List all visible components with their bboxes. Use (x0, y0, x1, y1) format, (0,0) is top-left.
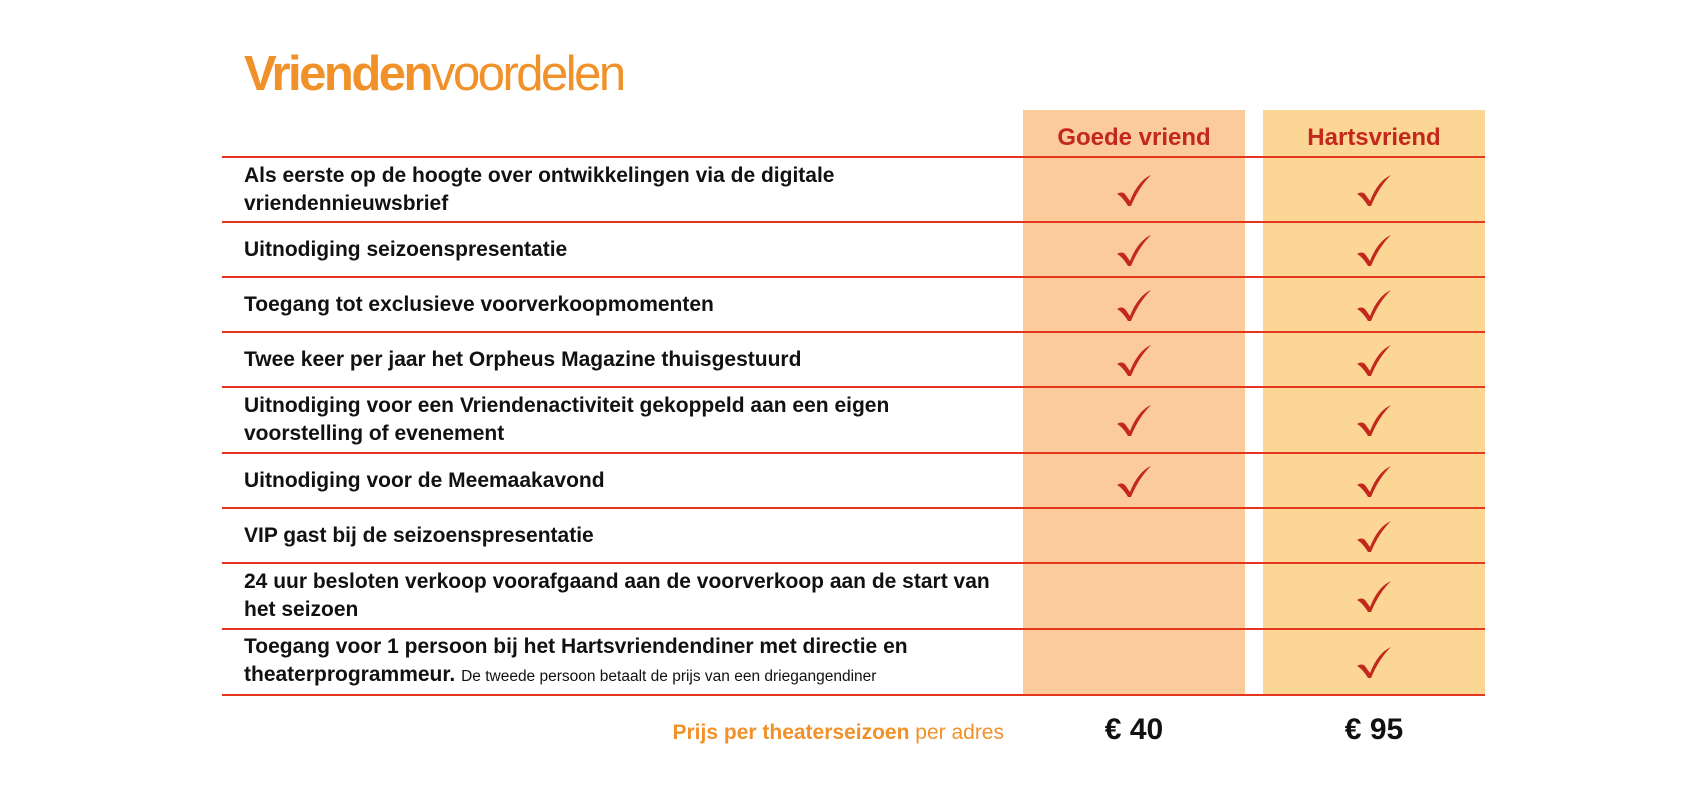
benefit-row-label (244, 278, 1004, 331)
benefit-row-label (244, 223, 1004, 276)
title-bold: Vrienden (244, 47, 431, 101)
benefit-text (244, 522, 594, 550)
row-divider (222, 694, 1485, 696)
benefit-text-main: Uitnodiging voor de Meemaakavond (244, 468, 605, 492)
hartsvriend-header: Hartsvriend (1307, 124, 1441, 151)
benefit-text-main: Toegang voor 1 persoon bij het Hartsvriendendiner met directie en theaterprogrammeur. (244, 635, 908, 686)
benefit-text-main: Als eerste op de hoogte over ontwikkelingen via de digitale vriendennieuwsbrief (244, 163, 835, 215)
check-icon (1114, 288, 1154, 322)
benefit-row-label (244, 509, 1004, 562)
check-icon (1354, 519, 1394, 553)
page-title (244, 46, 624, 102)
hartsvriend-price: € 95 (1344, 713, 1404, 746)
benefit-text (244, 291, 714, 319)
benefit-row-label (244, 333, 1004, 386)
check-icon (1114, 403, 1154, 437)
check-icon (1114, 233, 1154, 267)
benefit-text (244, 236, 567, 264)
price-label-rest: per adres (909, 721, 1004, 744)
goede-vriend-price: € 40 (1104, 713, 1164, 746)
check-icon (1354, 173, 1394, 207)
benefit-text-main: VIP gast bij de seizoenspresentatie (244, 523, 594, 547)
benefit-text-main: Twee keer per jaar het Orpheus Magazine thuisgestuurd (244, 347, 802, 371)
check-icon (1354, 579, 1394, 613)
title-light: voordelen (430, 47, 624, 101)
price-label (580, 718, 1004, 748)
benefit-row-label (244, 388, 1004, 452)
benefit-text-main: Toegang tot exclusieve voorverkoopmomenten (244, 292, 714, 316)
check-icon (1354, 233, 1394, 267)
check-icon (1114, 343, 1154, 377)
benefit-text-main: Uitnodiging voor een Vriendenactiviteit gekoppeld aan een eigen voorstelling of evenement (244, 394, 890, 445)
benefit-text-main: 24 uur besloten verkoop voorafgaand aan de voorverkoop aan de start van het seizoen (244, 570, 990, 621)
benefit-text-main: Uitnodiging seizoenspresentatie (244, 237, 568, 261)
check-icon (1114, 464, 1154, 498)
benefit-row-label (244, 630, 1004, 694)
benefit-note: De tweede persoon betaalt de prijs van een driegangendiner (461, 668, 877, 685)
benefit-text (244, 568, 1004, 624)
price-label-bold: Prijs per theaterseizoen (672, 721, 910, 744)
benefit-text (244, 467, 605, 495)
benefit-text (244, 346, 801, 374)
check-icon (1354, 645, 1394, 679)
check-icon (1114, 173, 1154, 207)
benefit-text (244, 162, 1004, 218)
goede-vriend-header: Goede vriend (1057, 124, 1211, 151)
check-icon (1354, 343, 1394, 377)
benefit-row-label (244, 564, 1004, 628)
check-icon (1354, 288, 1394, 322)
benefit-text (244, 392, 1004, 448)
benefit-text (244, 633, 1004, 691)
benefit-row-label (244, 158, 1004, 221)
check-icon (1354, 403, 1394, 437)
benefit-row-label (244, 454, 1004, 507)
check-icon (1354, 464, 1394, 498)
